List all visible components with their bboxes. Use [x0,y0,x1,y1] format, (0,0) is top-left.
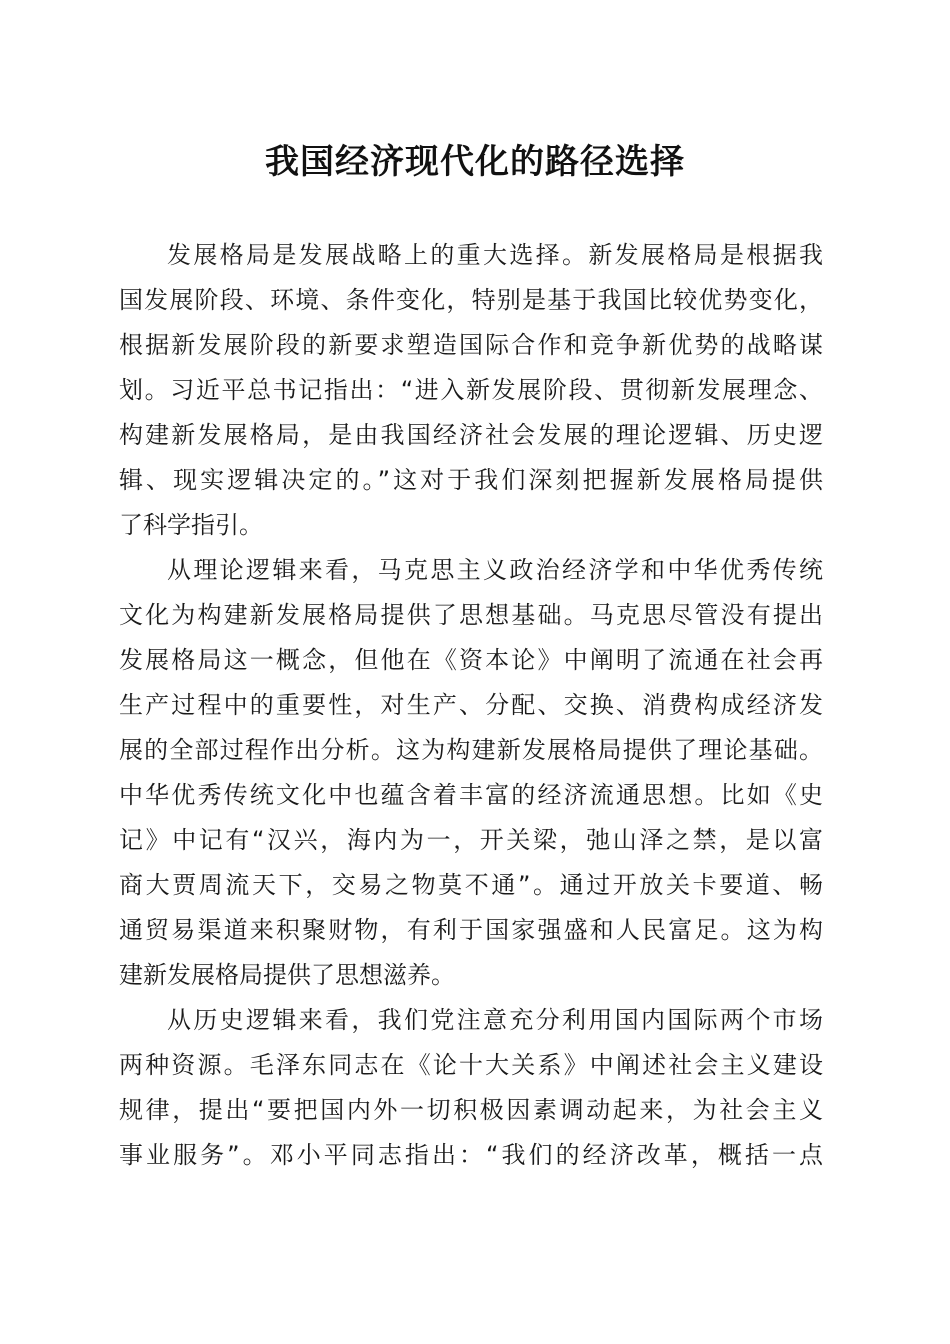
text-line: 辑、现实逻辑决定的。”这对于我们深刻把握新发展格局提供 [119,466,823,494]
paragraph [119,998,823,1178]
text-line: 构建新发展格局，是由我国经济社会发展的理论逻辑、历史逻 [119,421,823,449]
document-title: 我国经济现代化的路径选择 [265,142,685,182]
text-line: 了科学指引。 [119,511,263,539]
paragraph [119,548,823,998]
text-line: 事业服务”。邓小平同志指出：“我们的经济改革，概括一点 [119,1141,823,1169]
text-line: 建新发展格局提供了思想滋养。 [119,961,455,989]
text-line: 从历史逻辑来看，我们党注意充分利用国内国际两个市场 [167,1006,823,1034]
text-line: 两种资源。毛泽东同志在《论十大关系》中阐述社会主义建设 [119,1051,823,1079]
text-line: 通贸易渠道来积聚财物，有利于国家强盛和人民富足。这为构 [119,916,823,944]
text-line: 规律，提出“要把国内外一切积极因素调动起来，为社会主义 [119,1096,823,1124]
text-line: 从理论逻辑来看，马克思主义政治经济学和中华优秀传统 [167,556,823,584]
text-line: 根据新发展阶段的新要求塑造国际合作和竞争新优势的战略谋 [119,331,823,359]
text-line: 文化为构建新发展格局提供了思想基础。马克思尽管没有提出 [119,601,823,629]
text-line: 国发展阶段、环境、条件变化，特别是基于我国比较优势变化， [119,286,823,314]
paragraph [119,233,823,548]
text-line: 中华优秀传统文化中也蕴含着丰富的经济流通思想。比如《史 [119,781,823,809]
document-body [119,233,823,1178]
text-line: 划。习近平总书记指出：“进入新发展阶段、贯彻新发展理念、 [119,376,823,404]
text-line: 商大贾周流天下，交易之物莫不通”。通过开放关卡要道、畅 [119,871,823,899]
text-line: 生产过程中的重要性，对生产、分配、交换、消费构成经济发 [119,691,823,719]
text-line: 记》中记有“汉兴，海内为一，开关梁，弛山泽之禁，是以富 [119,826,823,854]
text-line: 展的全部过程作出分析。这为构建新发展格局提供了理论基础。 [119,736,823,764]
text-line: 发展格局这一概念，但他在《资本论》中阐明了流通在社会再 [119,646,823,674]
text-line: 发展格局是发展战略上的重大选择。新发展格局是根据我 [167,241,823,269]
